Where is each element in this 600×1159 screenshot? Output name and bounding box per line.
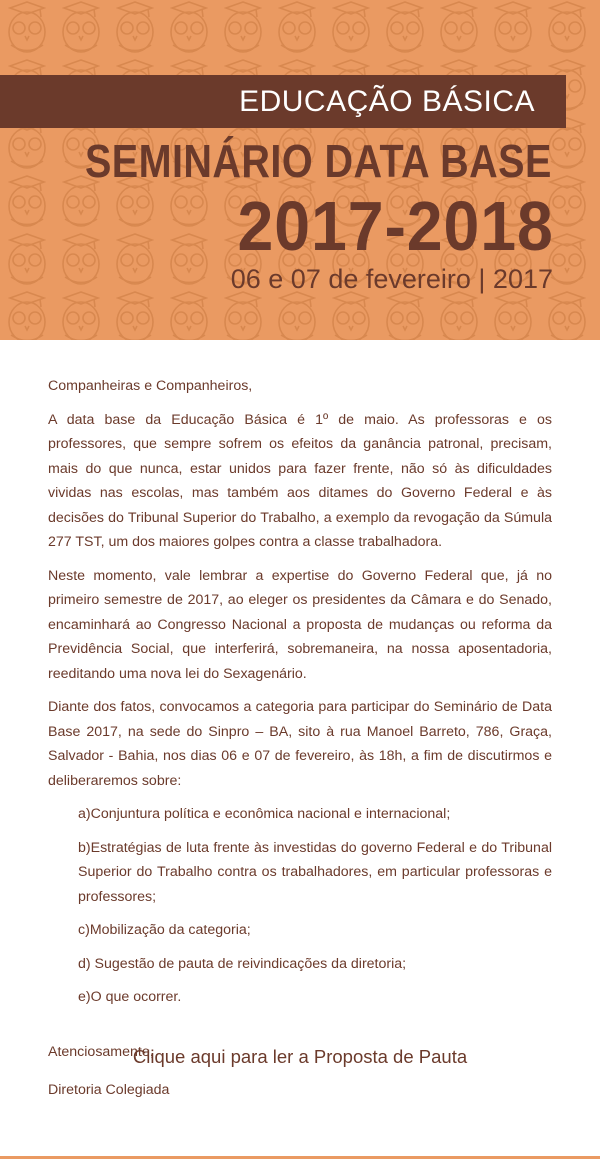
signature: Diretoria Colegiada <box>48 1082 170 1098</box>
greeting: Companheiras e Companheiros, <box>48 378 253 394</box>
main-title: SEMINÁRIO DATA BASE <box>85 135 552 187</box>
closing: Atenciosamente, <box>48 1043 154 1060</box>
agenda-item: e)O que ocorrer. <box>78 989 182 1005</box>
proposta-pauta-link[interactable]: Clique aqui para ler a Proposta de Pauta <box>132 1046 468 1067</box>
agenda-item: a)Conjuntura política e econômica nacional e internacional; <box>78 806 451 822</box>
years-title: 2017-2018 <box>237 187 554 265</box>
event-dates: 06 e 07 de fevereiro | 2017 <box>230 264 553 294</box>
agenda-item: b)Estratégias de luta frente às investidas do governo Federal e do Tribunal Superior do Trabalho contra os trabalhadores, em particular professoras e professores; <box>78 839 552 905</box>
paragraph-1: A data base da Educação Básica é 1º de maio. As professoras e os professores, que sempre sofrem os efeitos da ganância patronal, precisam, mais do que nunca, estar unidos para fazer frente, não só às dificuldades vividas nas escolas, mas também aos ditames do Governo Federal e às decisões do Tribunal Superior do Trabalho, a exemplo da revogação da Súmula 277 TST, um dos maiores golpes contra a classe trabalhadora. <box>48 411 552 550</box>
letter-body <box>48 374 552 1112</box>
paragraph-2: Neste momento, vale lembrar a expertise do Governo Federal que, já no primeiro semestre de 2017, ao eleger os presidentes da Câmara e do Senado, encaminhará ao Congresso Nacional a proposta de mudanças ou reforma da Previdência Social, que interferirá, sobremaneira, na nossa aposentadoria, reeditando uma nova lei do Sexagenário. <box>48 567 552 682</box>
agenda-item: d) Sugestão de pauta de reivindicações da diretoria; <box>78 955 407 972</box>
header-banner <box>0 0 600 340</box>
agenda-list <box>78 802 552 1010</box>
kicker-title: EDUCAÇÃO BÁSICA <box>239 85 535 118</box>
agenda-item: c)Mobilização da categoria; <box>78 922 251 938</box>
paragraph-3: Diante dos fatos, convocamos a categoria para participar do Seminário de Data Base 2017, na sede do Sinpro – BA, sito à rua Manoel Barreto, 786, Graça, Salvador - Bahia, nos dias 06 e 07 de fevereiro, às 18h, a fim de discutirmos e deliberaremos sobre: <box>48 699 552 789</box>
